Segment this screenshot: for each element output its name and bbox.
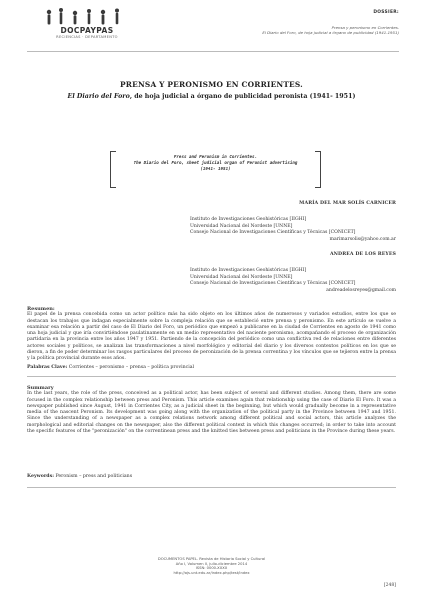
english-title-line-2: The Diario del Foro, sheet judicial organ of Peronist advertising [133,160,298,166]
footer-url[interactable]: http://ojs.unt.edu.ar/index.php/test/index [173,570,250,575]
footer-journal: DOCUMENTOS PAPEL. Revista de Historia Social y Cultural [157,557,266,561]
section-divider [27,487,396,488]
palabras-clave [27,365,396,370]
dossier-label: DOSSIER: [373,10,399,15]
article-title: PRENSA Y PERONISMO EN CORRIENTES. [120,80,303,89]
author-affiliation: Instituto de Investigaciones Geohistóricas [IIGHI] [190,217,307,223]
page-number: [248] [383,583,396,588]
author-email[interactable]: marimarsolis@yahoo.com.ar [329,236,396,242]
resumen-body: El papel de la prensa concebida como un actor político más ha sido objeto en los últimos años de numerosos y variados estudios, entre los que se destacan los trabajos que indagan especialmente sobre la compleja relación que se estableció entre prensa y peronismo. En este artículo se vuelve a examinar esa relación a partir del caso de El Diario del Foro, un periódico que empezó a publicarse en la ciudad de Corrientes en agosto de 1941 como una hoja judicial y que iría convirtiéndose paulatinamente en un medio representativo del naciente peronismo, acompañando el proceso de organización partidaria en la provincia entre los años 1947 y 1951. Partiendo de la concepción del periódico como una conflictiva red de relaciones entre diferentes actores sociales y políticos, se analizan las transformaciones a nivel morfológico y editorial del diario y los diversos contextos políticos en los que se dieron, a fin de poder determinar los rasgos particulares del proceso de peronización de la prensa correntina y los vínculos que se tejieron entre la prensa y la política provincial durante esos años. [27,312,396,362]
english-title-line-1: Press and Peronism in Corrientes. [173,154,258,159]
article-subtitle [27,93,396,100]
keywords-value: Peronism – press and politicians [53,474,133,479]
resumen-heading: Resumen: [27,306,55,312]
author-name: ANDREA DE LOS REYES [329,252,396,257]
author-block-2 [176,252,396,294]
header-divider [27,51,399,52]
journal-footer [27,557,396,575]
resumen-section [27,306,396,363]
summary-section [27,385,396,435]
footer-volume: Año I, Volumen II, julio-diciembre 2014 [175,561,248,566]
subtitle-rest: , de hoja judicial a órgano de publicidad peronista (1941- 1951) [129,93,356,100]
summary-body: In the last years, the role of the press, conceived as a political actor, has been subject of several and different studies. Among them, there are some focused in the complex relationship between press and Peronism. This article examines again that relationship using the case of Diario El Foro. It was a newspaper published since August, 1941 in Corrientes City, as a judicial sheet in the beginning, but which would gradually become in a representative media of the nascent Peronism. Its development was going along with the organization of the political party in the Province between 1947 and 1951. Since the understanding of a newspaper as a complex relations network among different political and social actors, this article analyzes the morphological and editorial changes on the newspaper, also the different political context in which this changes occurred; in order to take into account the specific features of the "peronización" on the correntinean press and the knitted ties between press and politicians in the Province during these years. [27,391,396,435]
summary-heading: Summary [27,385,54,391]
author-block-1 [176,201,396,243]
author-name: MARÍA DEL MAR SOLÍS CARNICER [299,201,396,206]
english-title-box [110,151,321,188]
subtitle-italic: El Diario del Foro [67,93,130,100]
author-affiliation: Universidad Nacional del Nordeste [UNNE] [190,223,293,229]
author-email[interactable]: andreadelosreyes@gmail.com [326,287,396,293]
palabras-clave-value: Corrientes – peronismo – prensa – política provincial [67,365,195,370]
dossier-line-2: El Diario del Foro, de hoja judicial a órgano de publicidad (1941-1951) [262,30,399,36]
dossier-header [229,10,399,35]
logo-wordmark: DOCPAYPAS [60,26,114,35]
author-affiliation: Instituto de Investigaciones Geohistóricas [IIGHI] [190,268,307,274]
journal-logo [27,4,147,44]
author-affiliation: Universidad Nacional del Nordeste [UNNE] [190,274,293,280]
author-affiliation: Consejo Nacional de Investigaciones Científicas y Técnicas [CONICET] [190,230,356,236]
keywords-label: Keywords: [27,474,54,479]
dossier-line-1: Prensa y peronismo en Corrientes. [331,25,399,30]
english-title-line-3: (1941- 1951) [200,166,231,172]
section-divider [27,376,396,377]
author-affiliation: Consejo Nacional de Investigaciones Científicas y Técnicas [CONICET] [190,281,356,287]
footer-issn: ISSN: 0000-XXXX [195,566,228,571]
logo-subtitle: RECIENCIAS · DEPARTAMENTO [56,35,118,39]
keywords [27,474,396,479]
palabras-clave-label: Palabras Clave: [27,365,68,370]
